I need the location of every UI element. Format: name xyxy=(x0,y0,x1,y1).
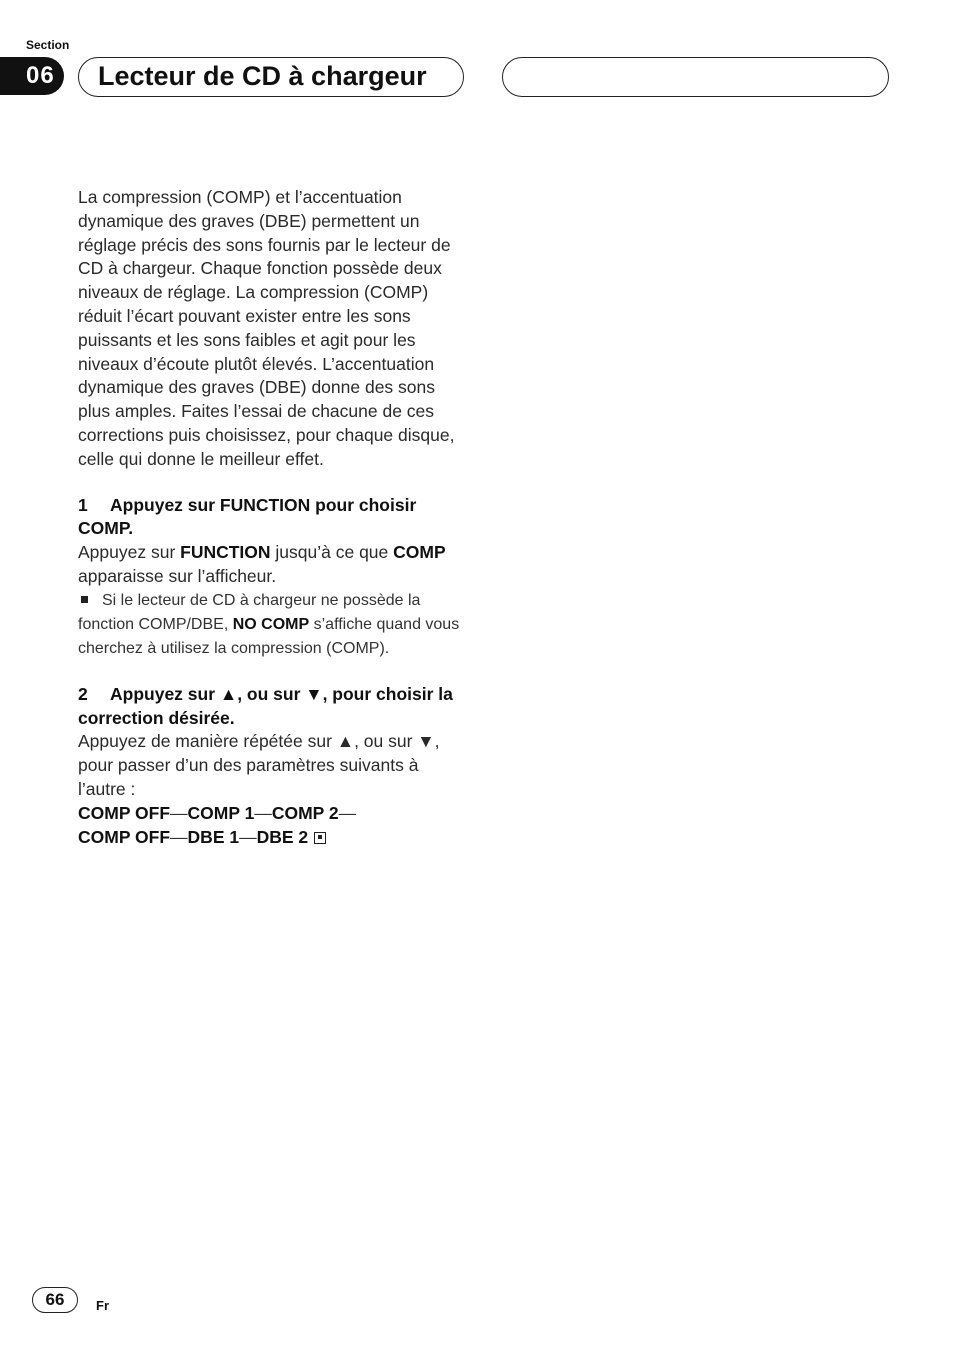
header-empty-box xyxy=(502,57,889,97)
seq-item: COMP 1 xyxy=(187,802,255,823)
step-1-text-part: jusqu’à ce que xyxy=(270,542,394,563)
step-1-heading-text: Appuyez sur FUNCTION pour choisir COMP. xyxy=(78,494,417,539)
comp-label: COMP xyxy=(393,542,446,563)
seq-dash: — xyxy=(338,802,357,823)
seq-item: DBE 2 xyxy=(256,826,309,847)
section-label: Section xyxy=(26,38,70,52)
seq-item: COMP 2 xyxy=(271,802,339,823)
setting-sequence-line-2 xyxy=(78,826,470,850)
seq-dash: — xyxy=(170,826,188,847)
function-key-label: FUNCTION xyxy=(180,542,271,563)
seq-dash: — xyxy=(254,802,272,823)
seq-item: DBE 1 xyxy=(187,826,240,847)
main-column xyxy=(78,186,470,849)
seq-dash: — xyxy=(239,826,257,847)
step-2-text: Appuyez de manière répétée sur ▲, ou sur ▼, pour passer d’un des paramètres suivants à l’autre : xyxy=(78,731,440,799)
note-text-part: s’affiche quand vous cherchez à utilisez la compression (COMP). xyxy=(78,615,460,657)
seq-item: COMP OFF xyxy=(78,802,171,823)
step-1-number: 1 xyxy=(78,494,88,515)
step-1-text-part: apparaisse sur l’afficheur. xyxy=(78,565,277,586)
end-of-section-icon xyxy=(314,832,326,844)
page-number: 66 xyxy=(32,1287,78,1313)
seq-item: COMP OFF xyxy=(78,826,171,847)
intro-paragraph: La compression (COMP) et l’accentuation dynamique des graves (DBE) permettent un réglage précis des sons fournis par le lecteur de CD à chargeur. Chaque fonction possède deux niveaux de réglage. La compression (COMP) réduit l’écart pouvant exister entre les sons puissants et les sons faibles et agit pour les niveaux d’écoute plutôt élevés. L’accentuation dynamique des graves (DBE) donne des sons plus amples. Faites l’essai de chacune de ces corrections puis choisissez, pour chaque disque, celle qui donne le meilleur effet. xyxy=(78,187,455,469)
step-2-number: 2 xyxy=(78,683,88,704)
no-comp-label: NO COMP xyxy=(232,615,310,633)
step-1-heading xyxy=(78,494,470,542)
step-1-text xyxy=(78,541,470,589)
step-2-heading-text: Appuyez sur ▲, ou sur ▼, pour choisir la correction désirée. xyxy=(78,683,453,728)
step-2-heading xyxy=(78,683,470,731)
language-label: Fr xyxy=(96,1298,109,1313)
step-1-text-part: Appuyez sur xyxy=(78,542,181,563)
step-1-note xyxy=(78,589,470,661)
note-text-part: Si le lecteur de CD à chargeur ne possède la fonction COMP/DBE, xyxy=(78,591,421,633)
seq-dash: — xyxy=(170,802,188,823)
page-title: Lecteur de CD à chargeur xyxy=(78,57,464,97)
setting-sequence-line-1 xyxy=(78,802,470,826)
section-number-badge: 06 xyxy=(0,57,64,95)
square-bullet-icon xyxy=(81,596,88,603)
